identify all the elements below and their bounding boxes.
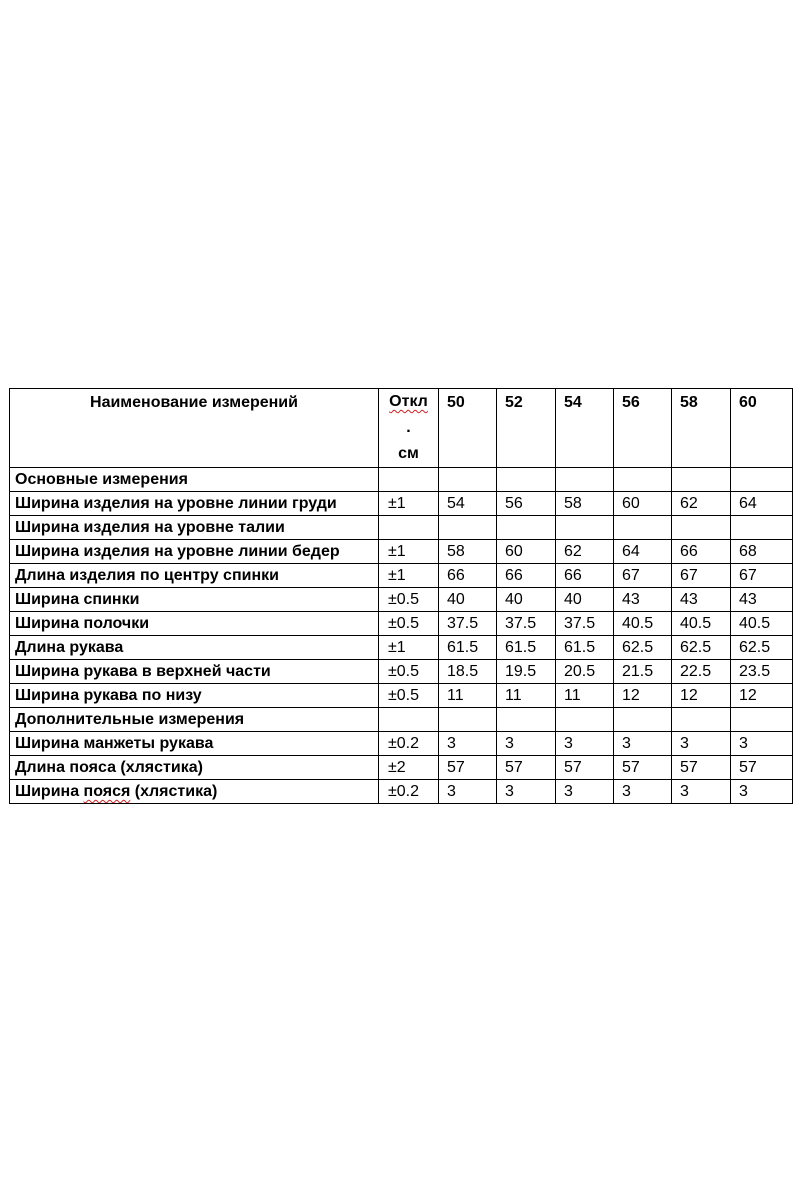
size-value-cell: 37.5 [439,612,497,636]
size-value-cell: 57 [614,756,672,780]
size-value-cell: 3 [672,780,731,804]
size-value-cell: 62.5 [731,636,793,660]
measurement-name-marked-word: пояся [83,783,131,800]
size-value-cell: 40 [439,588,497,612]
table-row [10,708,793,732]
size-value-cell: 19.5 [497,660,556,684]
size-value-cell: 67 [614,564,672,588]
size-value-cell [439,516,497,540]
size-value-cell [614,516,672,540]
header-tolerance [379,389,439,468]
measurement-name: Ширина изделия на уровне линии бедер [10,540,379,564]
size-value-cell [556,516,614,540]
size-value-cell: 43 [614,588,672,612]
size-value-cell [497,708,556,732]
tolerance-cell [379,516,439,540]
measurement-name: Дополнительные измерения [10,708,379,732]
size-value-cell: 3 [672,732,731,756]
measurement-name: Основные измерения [10,468,379,492]
size-value-cell: 3 [731,732,793,756]
table-row [10,588,793,612]
table-row [10,660,793,684]
measurement-name-part: Ширина [15,783,84,800]
size-value-cell [556,708,614,732]
measurement-name: Ширина полочки [10,612,379,636]
tolerance-cell: ±0.5 [379,684,439,708]
size-value-cell: 60 [497,540,556,564]
table-row [10,492,793,516]
measurement-name: Ширина изделия на уровне талии [10,516,379,540]
tolerance-cell [379,468,439,492]
header-tolerance-abbr: Откл [389,393,428,410]
table-row [10,564,793,588]
header-tolerance-dot: . [406,419,411,436]
measurement-name: Длина пояса (хлястика) [10,756,379,780]
size-value-cell: 57 [439,756,497,780]
measurement-name-part: (хлястика) [130,783,218,800]
size-value-cell [672,468,731,492]
size-value-cell: 11 [556,684,614,708]
size-value-cell: 22.5 [672,660,731,684]
size-value-cell [672,708,731,732]
size-value-cell: 3 [731,780,793,804]
measurement-name: Длина изделия по центру спинки [10,564,379,588]
tolerance-cell: ±0.5 [379,612,439,636]
size-value-cell: 68 [731,540,793,564]
size-value-cell: 12 [614,684,672,708]
header-measurement-name: Наименование измерений [10,389,379,468]
size-value-cell [439,708,497,732]
size-value-cell: 3 [614,780,672,804]
size-value-cell [439,468,497,492]
size-value-cell: 57 [497,756,556,780]
size-value-cell: 18.5 [439,660,497,684]
size-value-cell: 20.5 [556,660,614,684]
size-value-cell: 37.5 [497,612,556,636]
header-size-56: 56 [614,389,672,468]
header-size-52: 52 [497,389,556,468]
size-value-cell: 40.5 [672,612,731,636]
size-value-cell: 66 [556,564,614,588]
table-row [10,780,793,804]
header-size-60: 60 [731,389,793,468]
tolerance-cell: ±1 [379,636,439,660]
tolerance-cell: ±1 [379,540,439,564]
size-value-cell [556,468,614,492]
size-value-cell: 66 [439,564,497,588]
size-value-cell [614,468,672,492]
size-value-cell: 3 [614,732,672,756]
size-value-cell [731,516,793,540]
header-size-54: 54 [556,389,614,468]
header-tolerance-unit: см [398,445,419,462]
size-value-cell: 62.5 [672,636,731,660]
size-value-cell: 61.5 [556,636,614,660]
size-chart-table [9,388,793,804]
header-row [10,389,793,468]
size-value-cell: 3 [497,732,556,756]
size-value-cell: 57 [672,756,731,780]
table-row [10,540,793,564]
table-row [10,756,793,780]
size-value-cell: 67 [731,564,793,588]
table-row [10,684,793,708]
size-value-cell: 37.5 [556,612,614,636]
table-body [10,468,793,804]
size-value-cell: 62.5 [614,636,672,660]
size-value-cell: 12 [731,684,793,708]
size-value-cell: 54 [439,492,497,516]
tolerance-cell: ±0.2 [379,780,439,804]
header-size-58: 58 [672,389,731,468]
size-value-cell: 64 [731,492,793,516]
tolerance-cell: ±1 [379,564,439,588]
tolerance-cell: ±0.5 [379,588,439,612]
size-value-cell: 58 [439,540,497,564]
size-value-cell: 3 [439,732,497,756]
measurement-name [10,780,379,804]
size-value-cell: 3 [556,780,614,804]
size-value-cell: 61.5 [439,636,497,660]
size-value-cell: 58 [556,492,614,516]
size-value-cell: 66 [672,540,731,564]
size-value-cell: 12 [672,684,731,708]
size-value-cell [731,468,793,492]
size-value-cell: 60 [614,492,672,516]
size-value-cell [614,708,672,732]
size-value-cell: 40.5 [614,612,672,636]
size-value-cell: 64 [614,540,672,564]
size-value-cell: 3 [497,780,556,804]
tolerance-cell: ±0.5 [379,660,439,684]
size-value-cell: 66 [497,564,556,588]
size-value-cell: 3 [556,732,614,756]
size-value-cell: 40 [556,588,614,612]
size-value-cell: 57 [556,756,614,780]
size-value-cell: 43 [672,588,731,612]
size-value-cell: 40 [497,588,556,612]
size-value-cell: 3 [439,780,497,804]
size-value-cell: 43 [731,588,793,612]
table-row [10,468,793,492]
size-value-cell: 62 [556,540,614,564]
size-value-cell: 62 [672,492,731,516]
size-value-cell: 23.5 [731,660,793,684]
size-value-cell: 40.5 [731,612,793,636]
measurement-name: Ширина рукава в верхней части [10,660,379,684]
tolerance-cell [379,708,439,732]
size-value-cell: 11 [439,684,497,708]
tolerance-cell: ±1 [379,492,439,516]
table-row [10,516,793,540]
size-value-cell [497,468,556,492]
measurement-name: Ширина спинки [10,588,379,612]
table-row [10,612,793,636]
measurement-name: Длина рукава [10,636,379,660]
size-value-cell: 21.5 [614,660,672,684]
size-value-cell: 67 [672,564,731,588]
size-value-cell [497,516,556,540]
table-row [10,636,793,660]
measurement-name: Ширина манжеты рукава [10,732,379,756]
measurement-name: Ширина рукава по низу [10,684,379,708]
size-value-cell: 56 [497,492,556,516]
size-value-cell: 57 [731,756,793,780]
measurement-name: Ширина изделия на уровне линии груди [10,492,379,516]
size-value-cell [731,708,793,732]
table-row [10,732,793,756]
tolerance-cell: ±2 [379,756,439,780]
tolerance-cell: ±0.2 [379,732,439,756]
size-value-cell [672,516,731,540]
size-value-cell: 11 [497,684,556,708]
size-value-cell: 61.5 [497,636,556,660]
header-size-50: 50 [439,389,497,468]
